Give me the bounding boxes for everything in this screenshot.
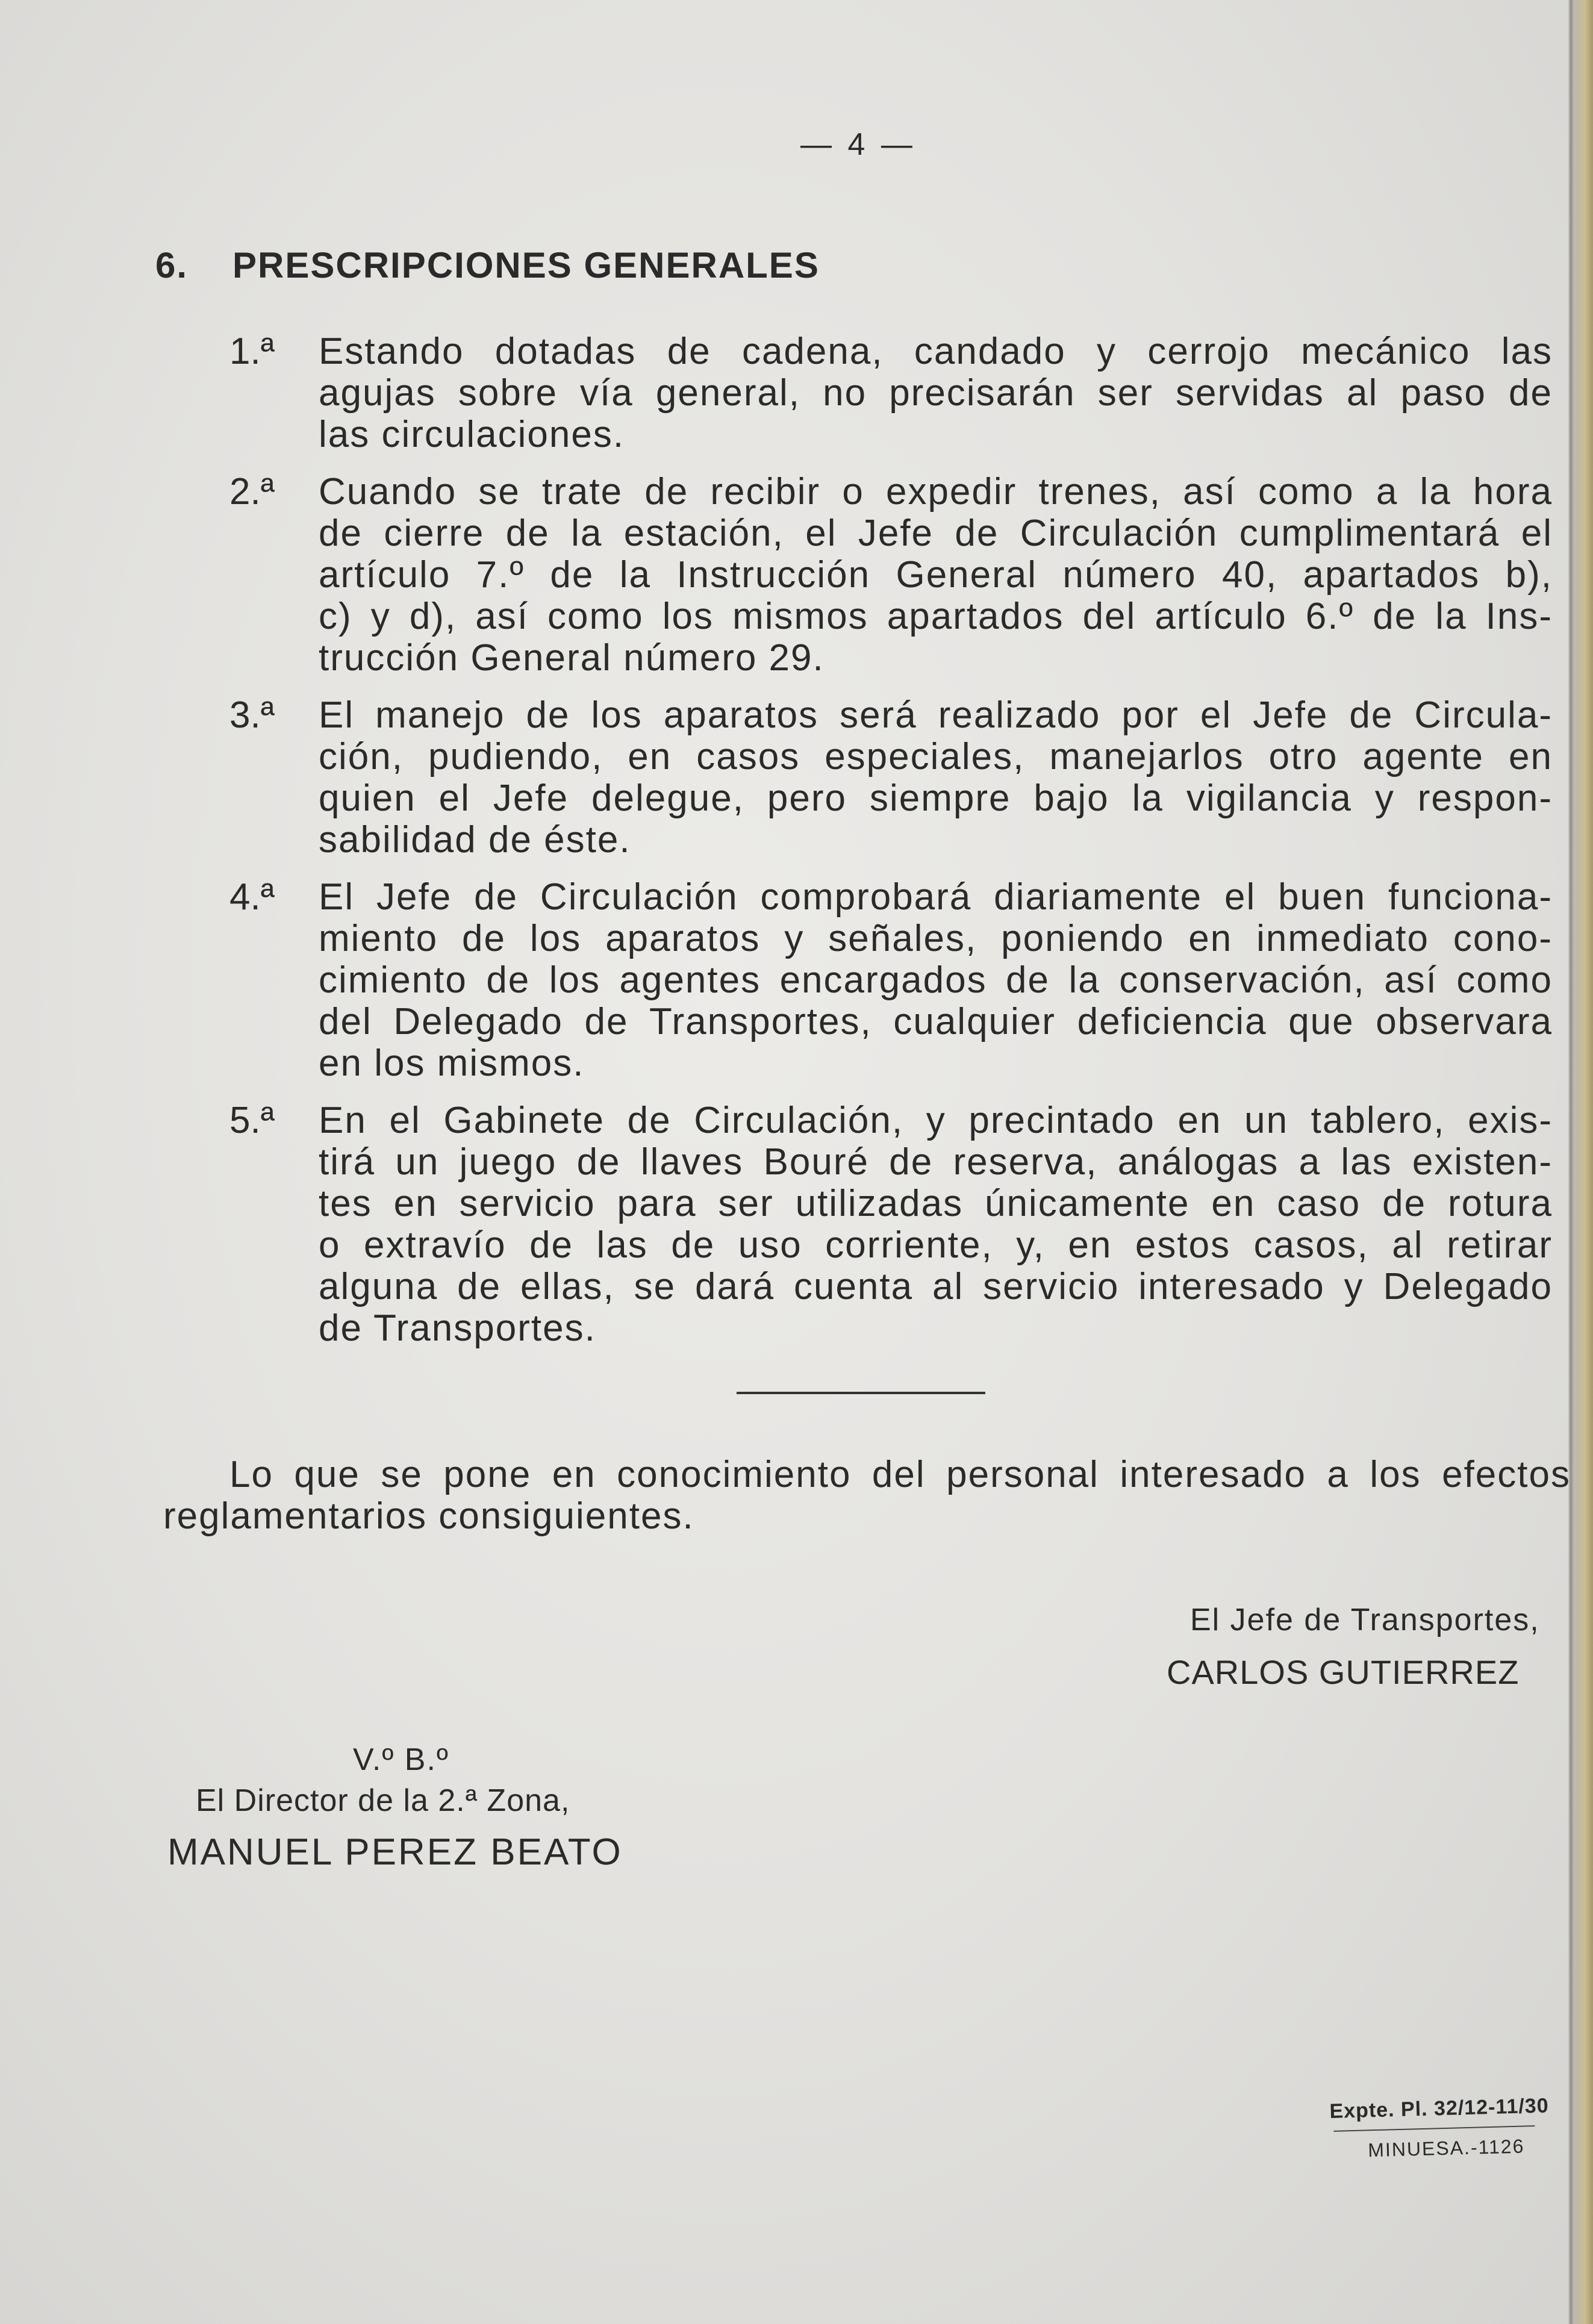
page-edge (1568, 0, 1593, 2324)
printer-mark: MINUESA.-1126 (1367, 2135, 1525, 2161)
text-line: tes en servicio para ser utilizadas únicamente en caso de rotura (319, 1183, 1553, 1224)
text-line: reglamentarios consiguientes. (163, 1495, 694, 1537)
text-line: alguna de ellas, se dará cuenta al servicio interesado y Delegado (319, 1266, 1553, 1307)
section-title: PRESCRIPCIONES GENERALES (232, 245, 820, 285)
item-number: 5.ª (229, 1100, 275, 1141)
item-text (319, 694, 1553, 861)
text-line: de cierre de la estación, el Jefe de Circulación cumplimentará el (319, 512, 1553, 554)
text-line: cimiento de los agentes encargados de la conservación, así como (319, 959, 1553, 1001)
prescriptions-list (229, 331, 1553, 1365)
text-line: sabilidad de éste. (319, 819, 631, 861)
text-line: del Delegado de Transportes, cualquier deficiencia que observara (319, 1001, 1553, 1042)
text-line: Estando dotadas de cadena, candado y cerrojo mecánico las (319, 331, 1553, 372)
text-line: En el Gabinete de Circulación, y precintado en un tablero, exis- (319, 1100, 1553, 1141)
signatory-name-director: MANUEL PEREZ BEATO (167, 1831, 623, 1873)
item-text (319, 876, 1553, 1084)
signatory-role-transport: El Jefe de Transportes, (1190, 1603, 1540, 1637)
prescription-4 (229, 876, 1553, 1084)
item-text (319, 471, 1553, 679)
item-number: 2.ª (229, 471, 275, 512)
page-number: — 4 — (800, 127, 916, 162)
text-line: Cuando se trate de recibir o expedir trenes, así como a la hora (319, 471, 1553, 512)
print-footer (1329, 2093, 1548, 2163)
prescription-5 (229, 1100, 1553, 1349)
item-number: 4.ª (229, 876, 275, 918)
file-reference: Expte. Pl. 32/12-11/30 (1329, 2094, 1550, 2123)
text-line: trucción General número 29. (319, 637, 825, 679)
closing-paragraph (163, 1454, 1571, 1537)
text-line: o extravío de las de uso corriente, y, en estos casos, al retirar (319, 1224, 1553, 1266)
text-line: las circulaciones. (319, 414, 625, 455)
item-number: 3.ª (229, 694, 275, 736)
item-text (319, 331, 1553, 455)
item-text (319, 1100, 1553, 1349)
signatory-name-transport: CARLOS GUTIERREZ (1167, 1653, 1520, 1691)
section-divider (737, 1392, 985, 1394)
text-line: El manejo de los aparatos será realizado por el Jefe de Circula- (319, 694, 1553, 736)
text-line: ción, pudiendo, en casos especiales, manejarlos otro agente en (319, 736, 1553, 777)
text-line: El Jefe de Circulación comprobará diariamente el buen funciona- (319, 876, 1553, 918)
item-number: 1.ª (229, 331, 275, 372)
prescription-2 (229, 471, 1553, 679)
prescription-3 (229, 694, 1553, 861)
text-line: artículo 7.º de la Instrucción General número 40, apartados b), (319, 554, 1553, 596)
prescription-1 (229, 331, 1553, 455)
text-line: Lo que se pone en conocimiento del personal interesado a los efectos (229, 1454, 1571, 1495)
section-number: 6. (155, 245, 189, 285)
text-line: agujas sobre vía general, no precisarán ser servidas al paso de (319, 372, 1553, 414)
footer-rule (1333, 2125, 1535, 2132)
text-line: en los mismos. (319, 1042, 585, 1084)
text-line: quien el Jefe delegue, pero siempre bajo la vigilancia y respon- (319, 777, 1553, 819)
text-line: tirá un juego de llaves Bouré de reserva, análogas a las existen- (319, 1141, 1553, 1183)
text-line: c) y d), así como los mismos apartados del artículo 6.º de la Ins- (319, 596, 1553, 637)
approval-mark: V.º B.º (353, 1742, 449, 1777)
text-line: miento de los aparatos y señales, poniendo en inmediato cono- (319, 918, 1553, 959)
text-line: de Transportes. (319, 1307, 596, 1349)
section-heading (155, 244, 820, 287)
signatory-role-director: El Director de la 2.ª Zona, (196, 1783, 570, 1818)
